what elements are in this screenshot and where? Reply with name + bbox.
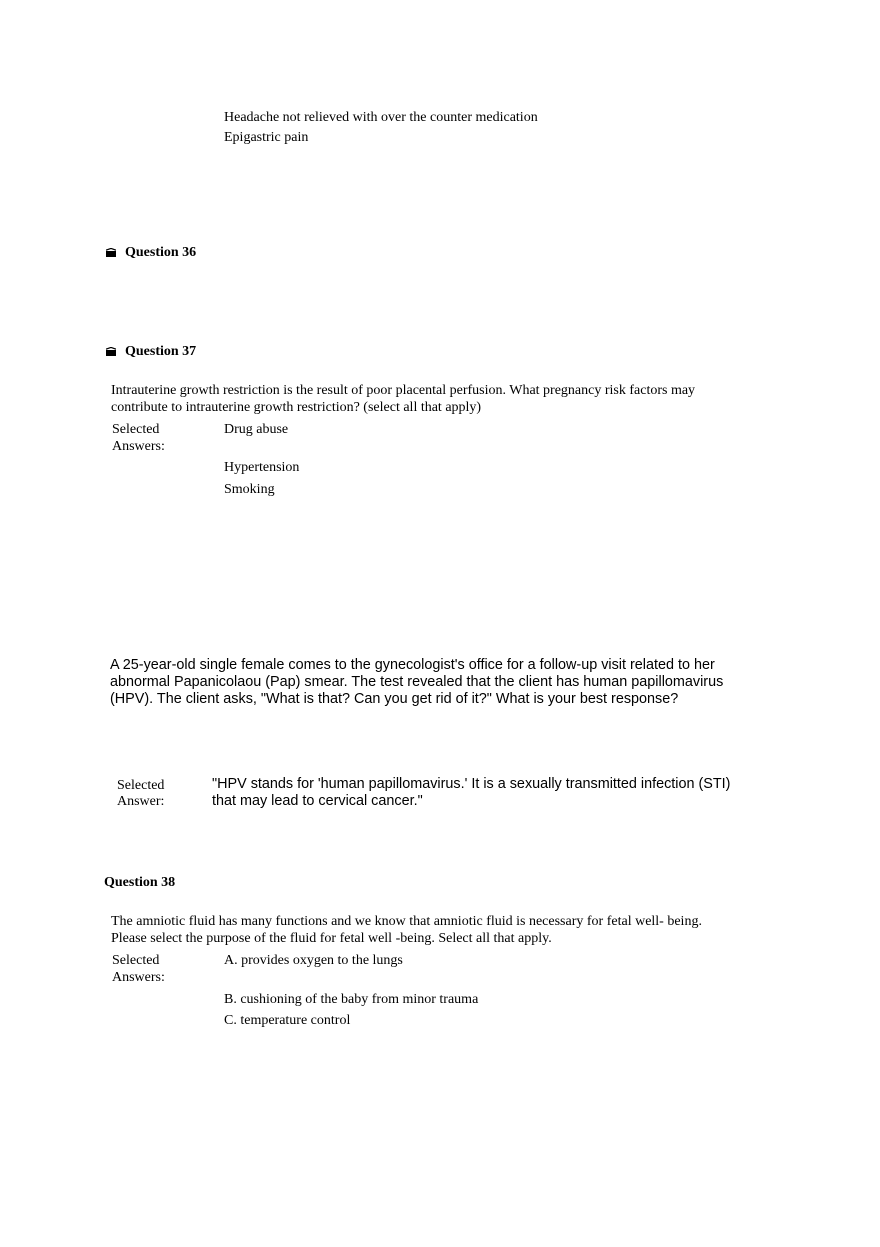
selected-answer: C. temperature control <box>224 1013 351 1028</box>
question-flag-icon <box>106 347 116 356</box>
hpv-question-prompt: (HPV). The client asks, "What is that? Can you get rid of it?" What is your best response? <box>110 691 679 707</box>
question-36-title: Question 36 <box>125 245 197 260</box>
selected-answer-label: Answer: <box>117 794 165 809</box>
question-37-prompt: Intrauterine growth restriction is the result of poor placental perfusion. What pregnancy risk factors may <box>111 383 696 398</box>
question-37-title: Question 37 <box>125 344 197 359</box>
selected-answer: Drug abuse <box>224 422 289 437</box>
selected-answers-label: Answers: <box>112 439 165 454</box>
selected-answer: A. provides oxygen to the lungs <box>224 953 403 968</box>
selected-answer: "HPV stands for 'human papillomavirus.' It is a sexually transmitted infection (STI) <box>212 776 731 792</box>
previous-answer: Epigastric pain <box>224 130 309 145</box>
selected-answers-label: Answers: <box>112 970 165 985</box>
question-flag-icon <box>106 248 116 257</box>
hpv-question-prompt: A 25-year-old single female comes to the gynecologist's office for a follow-up visit related to her <box>110 657 715 673</box>
selected-answers-label: Selected <box>112 953 160 968</box>
selected-answer: Hypertension <box>224 460 300 475</box>
selected-answer-label: Selected <box>117 778 165 793</box>
question-38-title: Question 38 <box>104 875 176 890</box>
question-37-prompt: contribute to intrauterine growth restriction? (select all that apply) <box>111 400 482 415</box>
previous-answer: Headache not relieved with over the counter medication <box>224 110 538 125</box>
selected-answer: B. cushioning of the baby from minor trauma <box>224 992 479 1007</box>
question-38-prompt: Please select the purpose of the fluid for fetal well -being. Select all that apply. <box>111 931 552 946</box>
selected-answer: Smoking <box>224 482 275 497</box>
selected-answer: that may lead to cervical cancer." <box>212 793 423 809</box>
selected-answers-label: Selected <box>112 422 160 437</box>
question-38-prompt: The amniotic fluid has many functions and we know that amniotic fluid is necessary for fetal well- being. <box>111 914 702 929</box>
hpv-question-prompt: abnormal Papanicolaou (Pap) smear. The test revealed that the client has human papillomavirus <box>110 674 724 690</box>
